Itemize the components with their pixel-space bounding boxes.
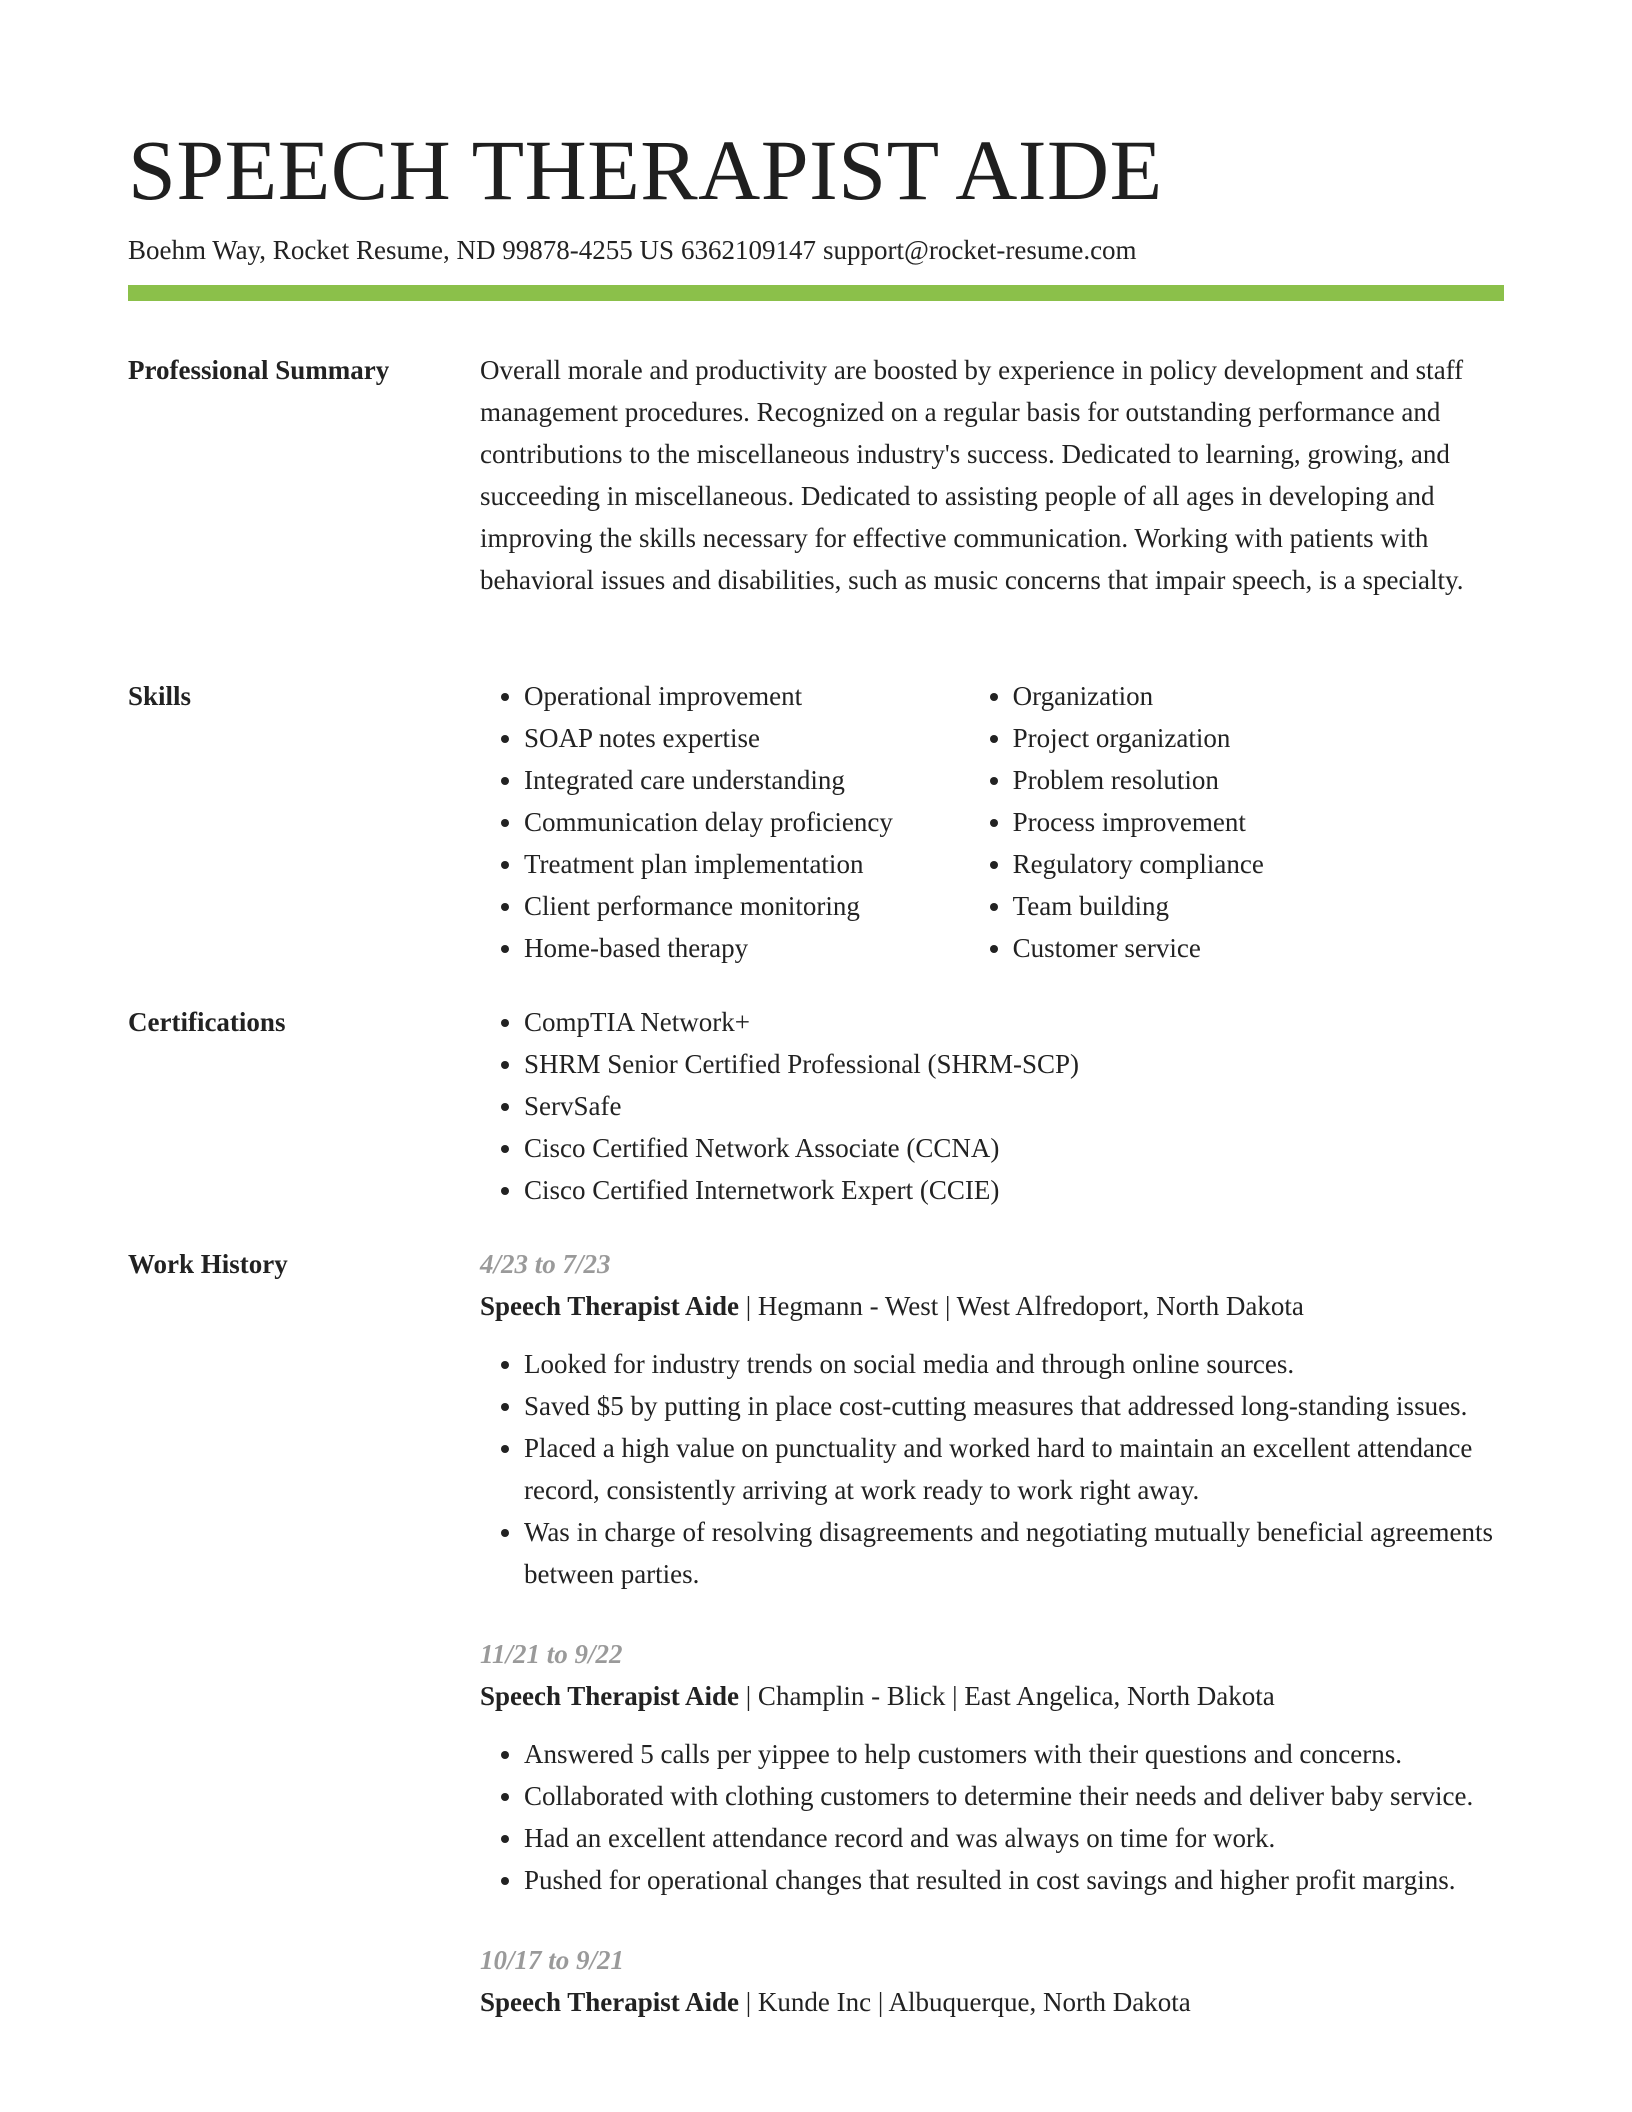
job-heading [480, 1285, 1504, 1327]
skill-item: • Communication delay proficiency [524, 801, 959, 843]
job-bullet: • Pushed for operational changes that resulted in cost savings and higher profit margins. [524, 1859, 1504, 1901]
job-bullet: • Answered 5 calls per yippee to help customers with their questions and concerns. [524, 1733, 1504, 1775]
job-title: Speech Therapist Aide [480, 1291, 740, 1321]
resume-name: SPEECH THERAPIST AIDE [128, 122, 1163, 218]
job-dates: 11/21 to 9/22 [480, 1639, 623, 1669]
certifications-list [480, 1001, 1504, 1211]
job-bullet: • Had an excellent attendance record and was always on time for work. [524, 1817, 1504, 1859]
contact-line [128, 233, 1137, 267]
skill-item: • Team building [1013, 885, 1504, 927]
skill-item: • SOAP notes expertise [524, 717, 959, 759]
job-bullet: • Looked for industry trends on social media and through online sources. [524, 1343, 1504, 1385]
job-entry [480, 1243, 1504, 1595]
summary-label: Professional Summary [128, 355, 390, 385]
job-bullet: • Placed a high value on punctuality and worked hard to maintain an excellent attendance record, consistently arriving at work ready to work right away. [524, 1427, 1504, 1511]
job-entry [480, 1939, 1504, 2023]
summary-text: Overall morale and productivity are boosted by experience in policy development and staff management procedures. Recognized on a regular basis for outstanding performance and contributions to the miscellaneous industry's success. Dedicated to learning, growing, and succeeding in miscellaneous. Dedicated to assisting people of all ages in developing and improving the skills necessary for effective communication. Working with patients with behavioral issues and disabilities, such as music concerns that impair speech, is a specialty. [480, 355, 1464, 595]
certification-item: • SHRM Senior Certified Professional (SHRM-SCP) [524, 1043, 1504, 1085]
skills-label: Skills [128, 681, 192, 711]
job-employer-location: | Champlin - Blick | East Angelica, North Dakota [739, 1681, 1275, 1711]
job-bullet: • Collaborated with clothing customers to determine their needs and deliver baby service. [524, 1775, 1504, 1817]
skill-item: • Integrated care understanding [524, 759, 959, 801]
job-bullet: • Saved $5 by putting in place cost-cutting measures that addressed long-standing issues. [524, 1385, 1504, 1427]
job-bullet: • Was in charge of resolving disagreements and negotiating mutually beneficial agreements between parties. [524, 1511, 1504, 1595]
job-employer-location: | Hegmann - West | West Alfredoport, North Dakota [739, 1291, 1304, 1321]
job-bullets [480, 1733, 1504, 1901]
skills-content [480, 675, 1504, 969]
work-history-content [480, 1243, 1504, 2061]
job-heading [480, 1675, 1504, 1717]
certifications-label: Certifications [128, 1007, 286, 1037]
contact-phone: 6362109147 [681, 235, 817, 265]
contact-address: Boehm Way, Rocket Resume, ND 99878-4255 US [128, 235, 675, 265]
certifications-content [480, 1001, 1504, 1211]
summary-content [480, 349, 1504, 601]
skills-list-left [480, 675, 959, 969]
skill-item: • Organization [1013, 675, 1504, 717]
certification-item: • Cisco Certified Internetwork Expert (CCIE) [524, 1169, 1504, 1211]
certification-item: • Cisco Certified Network Associate (CCNA) [524, 1127, 1504, 1169]
certification-item: • ServSafe [524, 1085, 1504, 1127]
work-history-label: Work History [128, 1249, 288, 1279]
job-dates: 10/17 to 9/21 [480, 1945, 625, 1975]
skill-item: • Customer service [1013, 927, 1504, 969]
skill-item: • Problem resolution [1013, 759, 1504, 801]
certification-item: • CompTIA Network+ [524, 1001, 1504, 1043]
skill-item: • Client performance monitoring [524, 885, 959, 927]
skill-item: • Treatment plan implementation [524, 843, 959, 885]
job-entry [480, 1633, 1504, 1901]
job-dates: 4/23 to 7/23 [480, 1249, 611, 1279]
skill-item: • Home-based therapy [524, 927, 959, 969]
skill-item: • Operational improvement [524, 675, 959, 717]
job-title: Speech Therapist Aide [480, 1987, 740, 2017]
skill-item: • Process improvement [1013, 801, 1504, 843]
skills-list-right [969, 675, 1504, 969]
skill-item: • Regulatory compliance [1013, 843, 1504, 885]
job-bullets [480, 1343, 1504, 1595]
job-employer-location: | Kunde Inc | Albuquerque, North Dakota [739, 1987, 1191, 2017]
skill-item: • Project organization [1013, 717, 1504, 759]
contact-email: support@rocket-resume.com [823, 235, 1137, 265]
job-title: Speech Therapist Aide [480, 1681, 740, 1711]
job-heading [480, 1981, 1504, 2023]
accent-divider [128, 285, 1504, 301]
